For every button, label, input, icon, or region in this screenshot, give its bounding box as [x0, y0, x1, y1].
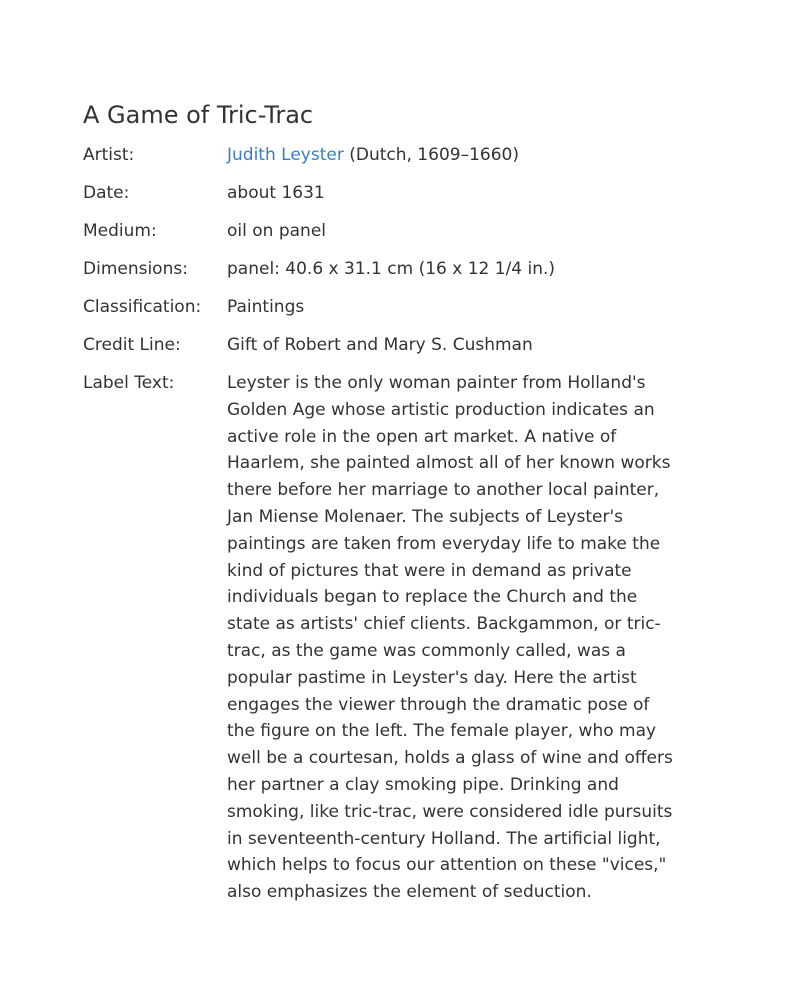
- classification-value: Paintings: [227, 297, 305, 317]
- dimensions-value: panel: 40.6 x 31.1 cm (16 x 12 1/4 in.): [227, 259, 556, 279]
- artist-nationality-dates: (Dutch, 1609–1660): [349, 145, 519, 165]
- classification-label: Classification:: [83, 297, 202, 317]
- label-text-value: Leyster is the only woman painter from Holland's Golden Age whose artistic production indicates an active role in the open art market. A native of Haarlem, she painted almost all of her known works there before her marriage to another local painter, Jan Miense Molenaer. The subjects of Leyster's paintings are taken from everyday life to make the kind of pictures that were in demand as private individuals began to replace the Church and the state as artists' chief clients. Backgammon, or tric-trac, as the game was commonly called, was a popular pastime in Leyster's day. Here the artist engages the viewer through the dramatic pose of the figure on the left. The female player, who may well be a courtesan, holds a glass of wine and offers her partner a clay smoking pipe. Drinking and smoking, like tric-trac, were considered idle pursuits in seventeenth-century Holland. The artificial light, which helps to focus our attention on these "vices," also emphasizes the element of seduction.: [227, 373, 673, 903]
- medium-label: Medium:: [83, 221, 157, 241]
- credit-line-row: [83, 332, 683, 359]
- date-row: [83, 180, 683, 207]
- label-text-label: Label Text:: [83, 373, 175, 393]
- artist-link[interactable]: Judith Leyster: [227, 145, 344, 165]
- dimensions-label: Dimensions:: [83, 259, 188, 279]
- classification-row: [83, 294, 683, 321]
- artwork-details: [83, 142, 683, 917]
- credit-line-value: Gift of Robert and Mary S. Cushman: [227, 335, 533, 355]
- medium-value: oil on panel: [227, 221, 326, 241]
- medium-row: [83, 218, 683, 245]
- date-value: about 1631: [227, 183, 325, 203]
- label-text-row: [83, 370, 683, 906]
- credit-line-label: Credit Line:: [83, 335, 181, 355]
- artist-row: [83, 142, 683, 169]
- dimensions-row: [83, 256, 683, 283]
- date-label: Date:: [83, 183, 130, 203]
- page-title: A Game of Tric-Trac: [83, 101, 314, 129]
- artist-value: [227, 142, 677, 169]
- artist-label: Artist:: [83, 145, 135, 165]
